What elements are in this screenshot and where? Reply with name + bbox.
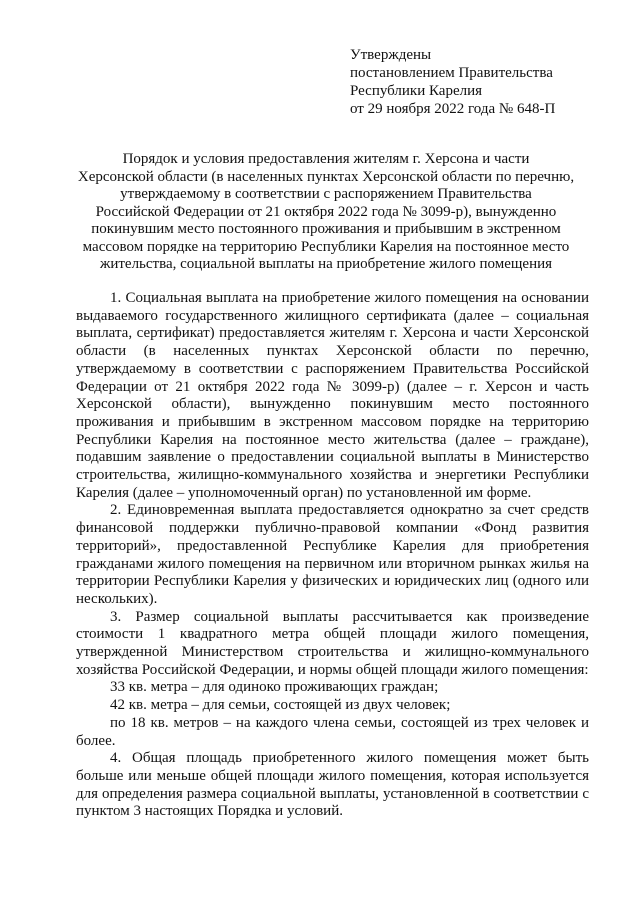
norm-item-2: 42 кв. метра – для семьи, состоящей из двух человек; <box>110 697 451 714</box>
title-line-1: Порядок и условия предоставления жителям г. Херсона и части <box>122 151 530 167</box>
title-line-4: Российской Федерации от 21 октября 2022 года № 3099-р), вынужденно <box>95 203 557 220</box>
approval-line-1: Утверждены <box>350 47 432 63</box>
approval-line-3: Республики Карелия <box>350 83 483 99</box>
paragraph-2: 2. Единовременная выплата предоставляется однократно за счет средств финансовой поддержки публично-правовой компании «Фонд развития территорий», предоставленной Республике Карелия для приобретения гражданами жилого помещения на первичном или вторичном рынках жилья на территории Республики Карелия у физических и юридических лиц (одного или нескольких). <box>76 502 589 607</box>
approval-stamp <box>350 46 555 118</box>
title-line-2: Херсонской области (в населенных пунктах Херсонской области по перечню, <box>77 168 575 185</box>
title-line-6: массовом порядке на территорию Республики Карелия на постоянное место <box>82 238 570 255</box>
title-line-7: жительства, социальной выплаты на приобретение жилого помещения <box>99 256 553 272</box>
title-line-5: покинувшим место постоянного проживания и прибывшим в экстренном <box>91 221 561 237</box>
document-title <box>76 151 576 274</box>
document-body <box>76 290 589 821</box>
approval-line-2: постановлением Правительства <box>350 65 553 81</box>
paragraph-1: 1. Социальная выплата на приобретение жилого помещения на основании выдаваемого государственного жилищного сертификата (далее – социальная выплата, сертификат) предоставляется жителям г. Херсона и части Херсонской области (в населенных пунктах Херсонской области по перечню, утверждаемому в соответствии с распоряжением Правительства Российской Федерации от 21 октября 2022 года № 3099-р) (далее – г. Херсон и часть Херсонской области), вынужденно покинувшим место постоянного проживания и прибывшим в экстренном массовом порядке на территорию Республики Карелия на постоянное место жительства (далее – граждане), подавшим заявление о предоставлении социальной выплаты в Министерство строительства, жилищно-коммунального хозяйства и энергетики Республики Карелия (далее – уполномоченный орган) по установленной им форме. <box>76 290 589 501</box>
approval-line-4: от 29 ноября 2022 года № 648-П <box>350 101 556 117</box>
norm-item-1: 33 кв. метра – для одиноко проживающих граждан; <box>110 679 439 696</box>
paragraph-3: 3. Размер социальной выплаты рассчитывается как произведение стоимости 1 квадратного метра общей площади жилого помещения, утвержденной Министерством строительства и жилищно-коммунального хозяйства Российской Федерации, и нормы общей площади жилого помещения: <box>76 608 589 678</box>
paragraph-4: 4. Общая площадь приобретенного жилого помещения может быть больше или меньше общей площади жилого помещения, которая используется для определения размера социальной выплаты, установленной в соответствии с пунктом 3 настоящих Порядка и условий. <box>76 750 589 820</box>
title-line-3: утверждаемому в соответствии с распоряжением Правительства <box>120 186 532 202</box>
norm-item-3: по 18 кв. метров – на каждого члена семьи, состоящей из трех человек и более. <box>76 714 589 749</box>
